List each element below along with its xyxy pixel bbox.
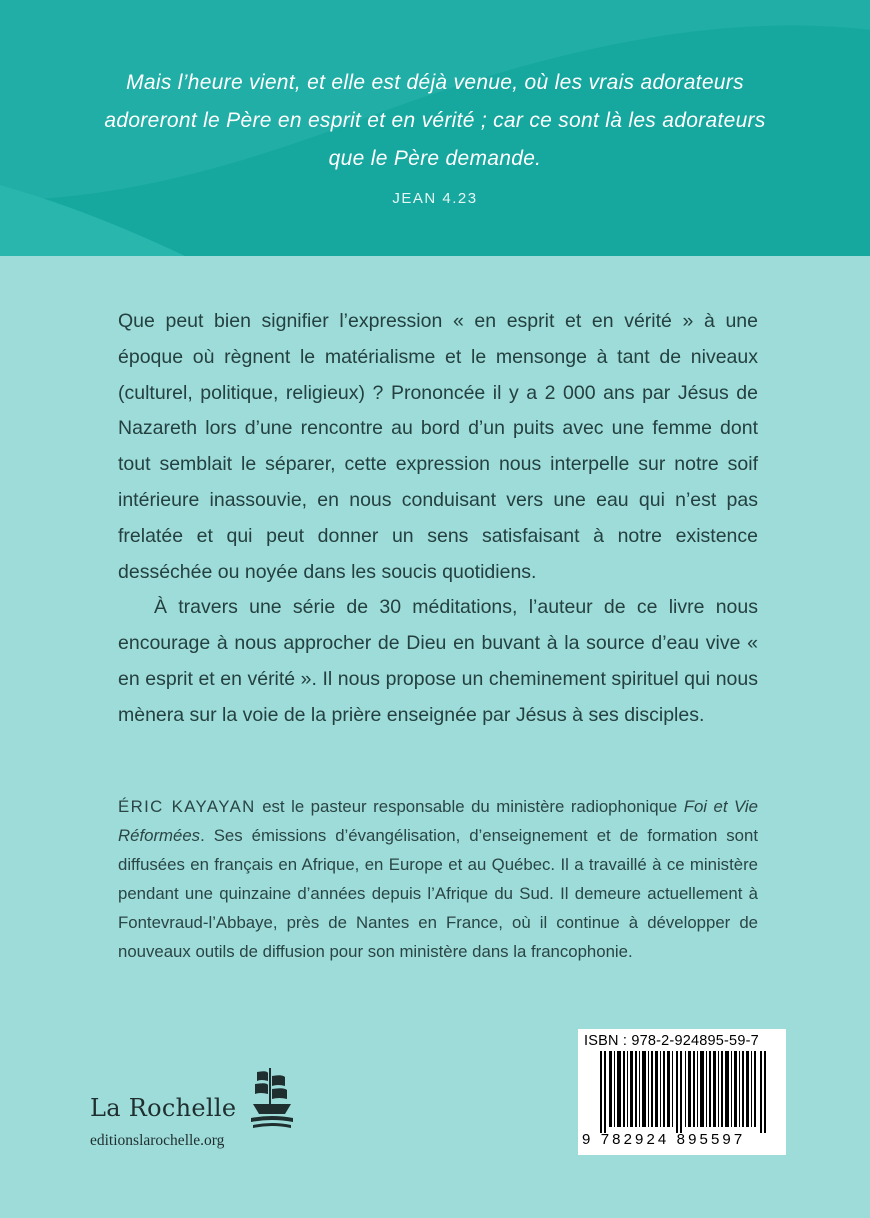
publisher-name: La Rochelle <box>90 1094 237 1122</box>
quote-banner <box>0 0 870 256</box>
ministry-name: Foi et Vie Réformées <box>118 797 758 845</box>
author-name: ÉRIC KAYAYAN <box>118 797 256 816</box>
isbn-barcode <box>578 1029 786 1155</box>
bible-reference: JEAN 4.23 <box>392 190 478 207</box>
author-bio <box>118 792 758 966</box>
description-paragraph-2: À travers une série de 30 méditations, l’auteur de ce livre nous encourage à nous approcher de Dieu en buvant à la source d’eau vive « en esprit et en vérité ». Il nous propose un cheminement spirituel qui nous mènera sur la voie de la prière enseignée par Jésus à ses disciples. <box>118 596 758 726</box>
barcode-digits: 9 782924 895597 <box>582 1131 746 1148</box>
bio-text-2: . Ses émissions d’évangélisation, d’enseignement et de formation sont diffusées en français en Afrique, en Europe et au Québec. Il a travaillé à ce ministère pendant une quinzaine d’années depuis l’Afrique du Sud. Il demeure actuellement à Fontevraud-l’Abbaye, près de Nantes en France, où il continue à développer de nouveaux outils de diffusion pour son ministère dans la francophonie. <box>118 826 758 961</box>
book-description <box>118 304 758 734</box>
isbn-number: ISBN : 978-2-924895-59-7 <box>584 1033 759 1049</box>
description-paragraph-1: Que peut bien signifier l’expression « en esprit et en vérité » à une époque où règnent le matérialisme et le mensonge à tant de niveaux (culturel, politique, religieux) ? Prononcée il y a 2 000 ans par Jésus de Nazareth lors d’une rencontre au bord d’un puits avec une femme dont tout semblait le séparer, cette expression nous interpelle sur notre soif intérieure inassouvie, en nous conduisant vers une eau qui n’est pas frelatée et qui peut donner un sens satisfaisant à notre existence desséchée ou noyée dans les soucis quotidiens. <box>118 310 758 583</box>
ship-icon <box>247 1064 297 1134</box>
bible-quote: Mais l’heure vient, et elle est déjà venue, où les vrais adorateurs adoreront le Père en esprit et en vérité ; car ce sont là les adorateurs que le Père demande. <box>104 71 766 170</box>
bio-text-1: est le pasteur responsable du ministère radiophonique <box>255 797 684 816</box>
barcode-bars <box>588 1051 778 1133</box>
publisher-website[interactable]: editionslarochelle.org <box>90 1132 225 1149</box>
